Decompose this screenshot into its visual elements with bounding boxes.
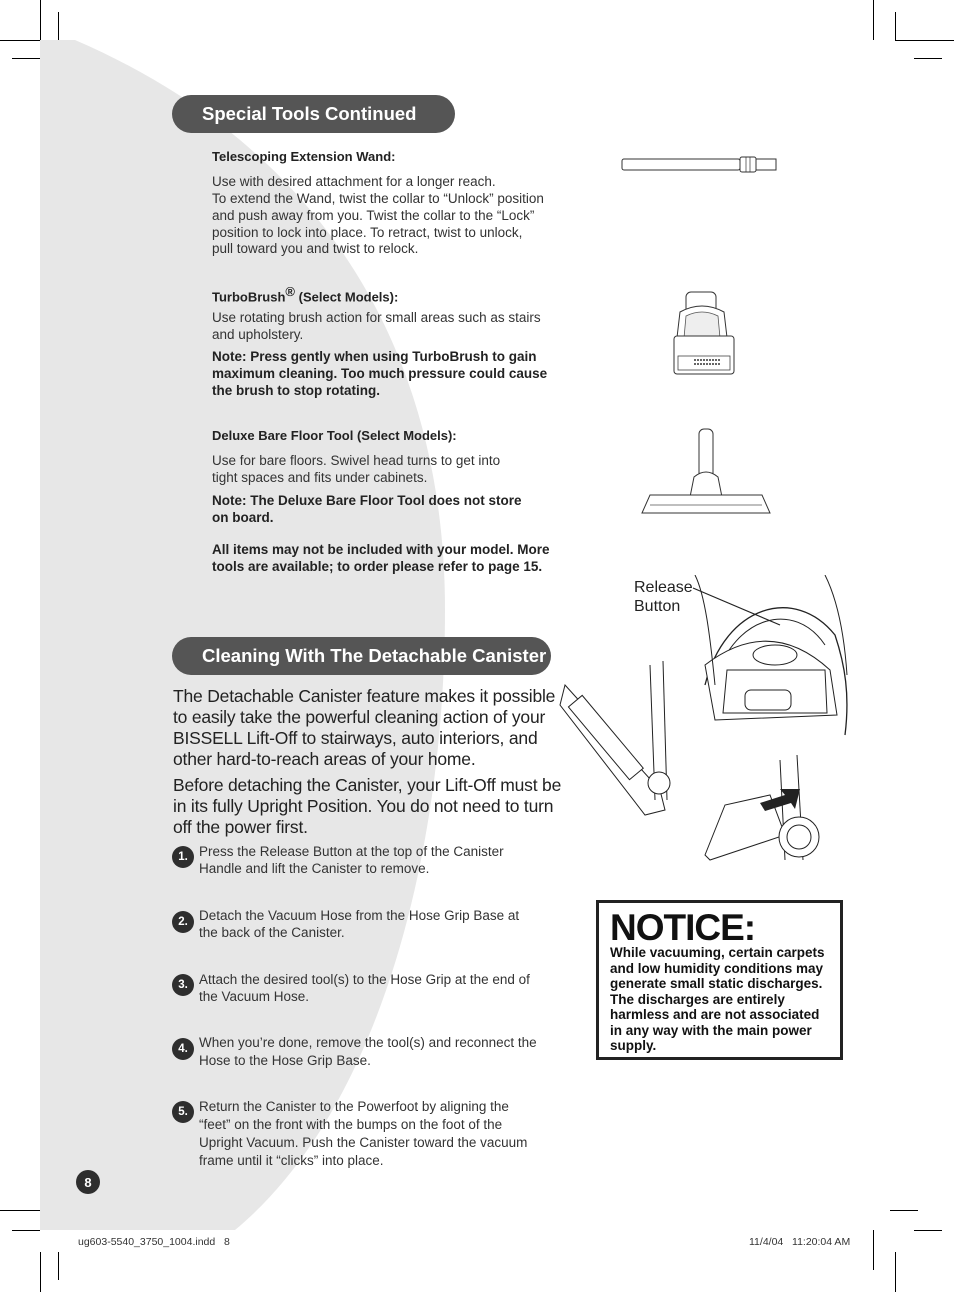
floortool-text-1: Use for bare floors. Swivel head turns to get into — [212, 453, 501, 468]
wand-text-5: pull toward you and twist to relock. — [212, 241, 419, 256]
turbobrush-heading-rest: (Select Models): — [295, 289, 399, 305]
step-number-badge: 4. — [172, 1038, 194, 1060]
availability-note-1: All items may not be included with your model. More — [212, 542, 550, 557]
special-tools-title: Special Tools Continued — [202, 103, 417, 124]
step-number-badge: 3. — [172, 974, 194, 996]
turbobrush-heading — [212, 284, 398, 304]
wand-text-3: and push away from you. Twist the collar to the “Lock” — [212, 208, 535, 223]
step-5-text-4: frame until it “clicks” into place. — [199, 1153, 384, 1168]
intro-line-1: The Detachable Canister feature makes it possible — [173, 686, 556, 706]
turbobrush-note-3: the brush to stop rotating. — [212, 383, 380, 398]
release-button-label-1: Release — [634, 579, 693, 596]
wand-text-4: position to lock into place. To retract, twist to unlock, — [212, 225, 523, 240]
step-4-text-2: Hose to the Hose Grip Base. — [199, 1053, 371, 1068]
notice-box — [596, 900, 843, 1060]
floortool-note-1: Note: The Deluxe Bare Floor Tool does not store — [212, 493, 522, 508]
step-3-text-1: Attach the desired tool(s) to the Hose Grip at the end of — [199, 972, 530, 987]
step-3-text-2: the Vacuum Hose. — [199, 989, 310, 1004]
canister-illustration — [555, 575, 850, 865]
extension-wand-illustration — [618, 152, 783, 178]
turbobrush-text-2: and upholstery. — [212, 327, 304, 342]
wand-heading: Telescoping Extension Wand: — [212, 149, 396, 164]
step-number-badge: 1. — [172, 846, 194, 868]
turbobrush-illustration — [664, 286, 746, 380]
turbobrush-note-1: Note: Press gently when using TurboBrush to gain — [212, 349, 537, 364]
step-number-badge: 2. — [172, 911, 194, 933]
intro-line-4: other hard-to-reach areas of your home. — [173, 749, 476, 769]
step-5-text-3: Upright Vacuum. Push the Canister toward the vacuum — [199, 1135, 528, 1150]
notice-title: NOTICE: — [610, 907, 756, 948]
step-2-text-1: Detach the Vacuum Hose from the Hose Grip Base at — [199, 908, 520, 923]
registered-mark: ® — [285, 284, 296, 299]
before-line-1: Before detaching the Canister, your Lift-Off must be — [173, 775, 562, 795]
special-tools-header — [172, 95, 455, 133]
availability-note-2: tools are available; to order please refer to page 15. — [212, 559, 543, 574]
step-1-text-2: Handle and lift the Canister to remove. — [199, 861, 430, 876]
floortool-text-2: tight spaces and fits under cabinets. — [212, 470, 428, 485]
detachable-canister-header — [172, 637, 551, 675]
step-4-text-1: When you’re done, remove the tool(s) and reconnect the — [199, 1035, 537, 1050]
turbobrush-heading-name: TurboBrush — [212, 289, 286, 305]
before-line-2: in its fully Upright Position. You do not need to turn — [173, 796, 554, 816]
step-5-text-1: Return the Canister to the Powerfoot by aligning the — [199, 1099, 509, 1114]
step-1-text-1: Press the Release Button at the top of the Canister — [199, 844, 504, 859]
before-line-3: off the power first. — [173, 817, 308, 837]
step-number-badge: 5. — [172, 1101, 194, 1123]
intro-line-3: BISSELL Lift-Off to stairways, auto interiors, and — [173, 728, 538, 748]
turbobrush-text-1: Use rotating brush action for small areas such as stairs — [212, 310, 541, 325]
floortool-note-2: on board. — [212, 510, 274, 525]
floor-tool-illustration — [636, 425, 776, 517]
floortool-heading: Deluxe Bare Floor Tool (Select Models): — [212, 428, 457, 443]
page-number: 8 — [76, 1170, 100, 1194]
notice-body: While vacuuming, certain carpets and low humidity conditions may generate small static discharges. The discharges are entirely harmless and are not associated in any way with the main power supply. — [610, 945, 825, 1053]
release-button-label-2: Button — [634, 598, 681, 615]
detachable-canister-title: Cleaning With The Detachable Canister — [202, 645, 547, 666]
wand-text-2: To extend the Wand, twist the collar to “Unlock” position — [212, 191, 544, 206]
step-2-text-2: the back of the Canister. — [199, 925, 345, 940]
wand-text-1: Use with desired attachment for a longer reach. — [212, 174, 496, 189]
footer-timestamp: 11/4/04 11:20:04 AM — [749, 1236, 851, 1248]
turbobrush-note-2: maximum cleaning. Too much pressure could cause — [212, 366, 548, 381]
intro-line-2: to easily take the powerful cleaning action of your — [173, 707, 546, 727]
step-5-text-2: “feet” on the front with the bumps on the foot of the — [199, 1117, 503, 1132]
footer-filename: ug603-5540_3750_1004.indd 8 — [78, 1236, 230, 1248]
